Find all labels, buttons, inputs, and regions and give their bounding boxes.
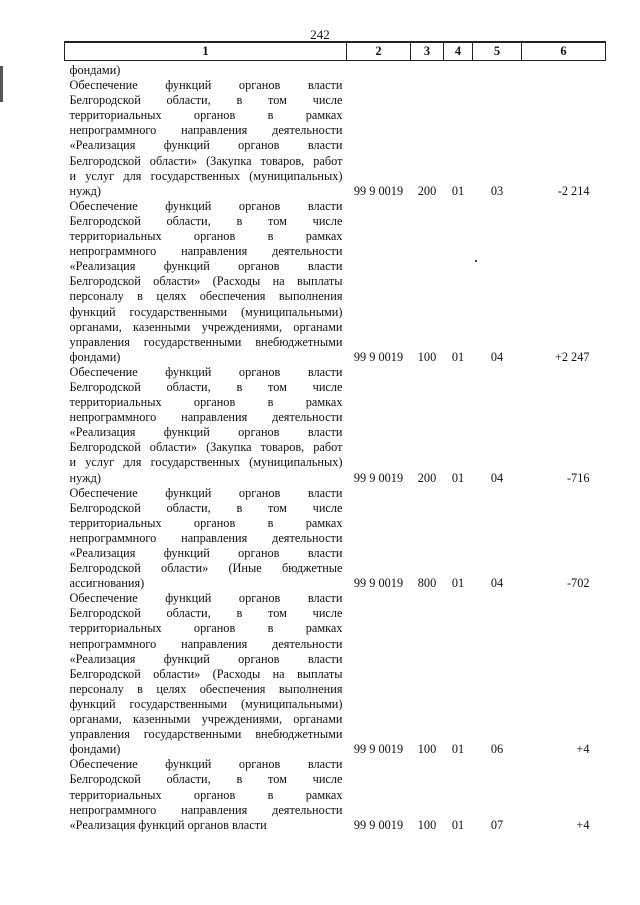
row-description (65, 757, 347, 832)
description-line: Обеспечение функций органов власти (69, 591, 343, 606)
description-line: Белгородской области, в том числе (69, 500, 343, 515)
description-line: фондами) (69, 742, 121, 757)
subsection-cell: 04 (490, 470, 504, 485)
scan-edge-mark (0, 66, 3, 102)
section-cell: 01 (451, 576, 465, 591)
table-row (65, 486, 606, 592)
description-line: «Реализация функций органов власти (69, 651, 343, 666)
description-line: фондами) (69, 349, 121, 364)
amount-cell: +2 247 (554, 349, 590, 364)
description-line: персоналу в целях обеспечения выполнения (69, 289, 343, 304)
table-row (65, 757, 606, 832)
description-line: и услуг для государственных (муниципальных) (69, 168, 343, 183)
target-code-cell: 99 9 0019 (353, 742, 404, 757)
target-code-cell: 99 9 0019 (353, 817, 404, 832)
expense-type-cell: 100 (417, 742, 437, 757)
header-col-4: 4 (444, 42, 473, 61)
description-line: территориальных органов в рамках (69, 515, 343, 530)
row-description (65, 591, 347, 757)
description-line: нужд) (69, 470, 101, 485)
description-line: Белгородской области» (Закупка товаров, работ (69, 440, 343, 455)
table-body (65, 61, 606, 833)
amount-cell: +4 (576, 817, 590, 832)
description-line: функций государственными (муниципальными) (69, 304, 343, 319)
expense-type-cell: 200 (417, 470, 437, 485)
description-line: «Реализация функций органов власти (69, 425, 343, 440)
description-line: Белгородской области, в том числе (69, 379, 343, 394)
description-line: ассигнования) (69, 576, 145, 591)
description-line: фондами) (69, 63, 121, 77)
description-line: Белгородской области, в том числе (69, 606, 343, 621)
description-line: «Реализация функций органов власти (69, 138, 343, 153)
target-code-cell: 99 9 0019 (353, 183, 404, 198)
amount-cell: -702 (566, 576, 590, 591)
row-description (65, 61, 347, 199)
expense-type-cell: 100 (417, 349, 437, 364)
description-line: Белгородской области» (Расходы на выплаты (69, 274, 343, 289)
table-row (65, 591, 606, 757)
subsection-cell: 07 (490, 817, 504, 832)
description-line: и услуг для государственных (муниципальных) (69, 455, 343, 470)
description-line: непрограммного направления деятельности (69, 636, 343, 651)
description-line: непрограммного направления деятельности (69, 802, 343, 817)
description-line: органами, казенными учреждениями, органами (69, 712, 343, 727)
target-code-cell: 99 9 0019 (353, 470, 404, 485)
row-description (65, 365, 347, 486)
description-line: Обеспечение функций органов власти (69, 364, 343, 379)
subsection-cell: 04 (490, 576, 504, 591)
expense-type-cell: 200 (417, 183, 437, 198)
description-line: Белгородской области» (Закупка товаров, работ (69, 153, 343, 168)
description-line: органами, казенными учреждениями, органами (69, 319, 343, 334)
description-line: непрограммного направления деятельности (69, 530, 343, 545)
row-description (65, 486, 347, 592)
header-col-1: 1 (65, 42, 347, 61)
description-line: территориальных органов в рамках (69, 395, 343, 410)
description-line: персоналу в целях обеспечения выполнения (69, 681, 343, 696)
section-cell: 01 (451, 349, 465, 364)
section-cell: 01 (451, 742, 465, 757)
amount-cell: +4 (576, 742, 590, 757)
description-line: непрограммного направления деятельности (69, 410, 343, 425)
description-line: территориальных органов в рамках (69, 108, 343, 123)
subsection-cell: 06 (490, 742, 504, 757)
header-col-6: 6 (522, 42, 606, 61)
table-row (65, 199, 606, 365)
section-cell: 01 (451, 470, 465, 485)
expense-type-cell: 100 (417, 817, 437, 832)
description-line: Белгородской области» (Расходы на выплаты (69, 666, 343, 681)
description-line: «Реализация функций органов власти (69, 259, 343, 274)
description-line: управления государственными внебюджетными (69, 727, 343, 742)
amount-cell: -716 (566, 470, 590, 485)
description-line: Белгородской области, в том числе (69, 93, 343, 108)
target-code-cell: 99 9 0019 (353, 349, 404, 364)
budget-table (64, 41, 606, 833)
description-line: территориальных органов в рамках (69, 621, 343, 636)
description-line: управления государственными внебюджетными (69, 334, 343, 349)
section-cell: 01 (451, 183, 465, 198)
description-line: территориальных органов в рамках (69, 787, 343, 802)
page-number: 242 (310, 27, 330, 42)
header-col-2: 2 (347, 42, 411, 61)
header-col-5: 5 (473, 42, 522, 61)
description-line: Обеспечение функций органов власти (69, 198, 343, 213)
description-line: Обеспечение функций органов власти (69, 485, 343, 500)
description-line: Белгородской области» (Иные бюджетные (69, 561, 343, 576)
description-line: функций государственными (муниципальными) (69, 696, 343, 711)
description-line: «Реализация функций органов власти (69, 817, 267, 832)
description-line: Белгородской области, в том числе (69, 772, 343, 787)
table-row (65, 365, 606, 486)
description-line: непрограммного направления деятельности (69, 244, 343, 259)
description-line: территориальных органов в рамках (69, 229, 343, 244)
description-line: Обеспечение функций органов власти (69, 757, 343, 772)
description-line: Обеспечение функций органов власти (69, 78, 343, 93)
header-col-3: 3 (411, 42, 444, 61)
description-line: Белгородской области, в том числе (69, 213, 343, 228)
subsection-cell: 04 (490, 349, 504, 364)
expense-type-cell: 800 (417, 576, 437, 591)
table-row (65, 61, 606, 199)
subsection-cell: 03 (490, 183, 504, 198)
section-cell: 01 (451, 817, 465, 832)
table-header-row (65, 42, 606, 61)
target-code-cell: 99 9 0019 (353, 576, 404, 591)
description-line: нужд) (69, 183, 101, 198)
description-line: «Реализация функций органов власти (69, 546, 343, 560)
amount-cell: -2 214 (557, 183, 590, 198)
row-description (65, 199, 347, 365)
description-line: непрограммного направления деятельности (69, 123, 343, 138)
